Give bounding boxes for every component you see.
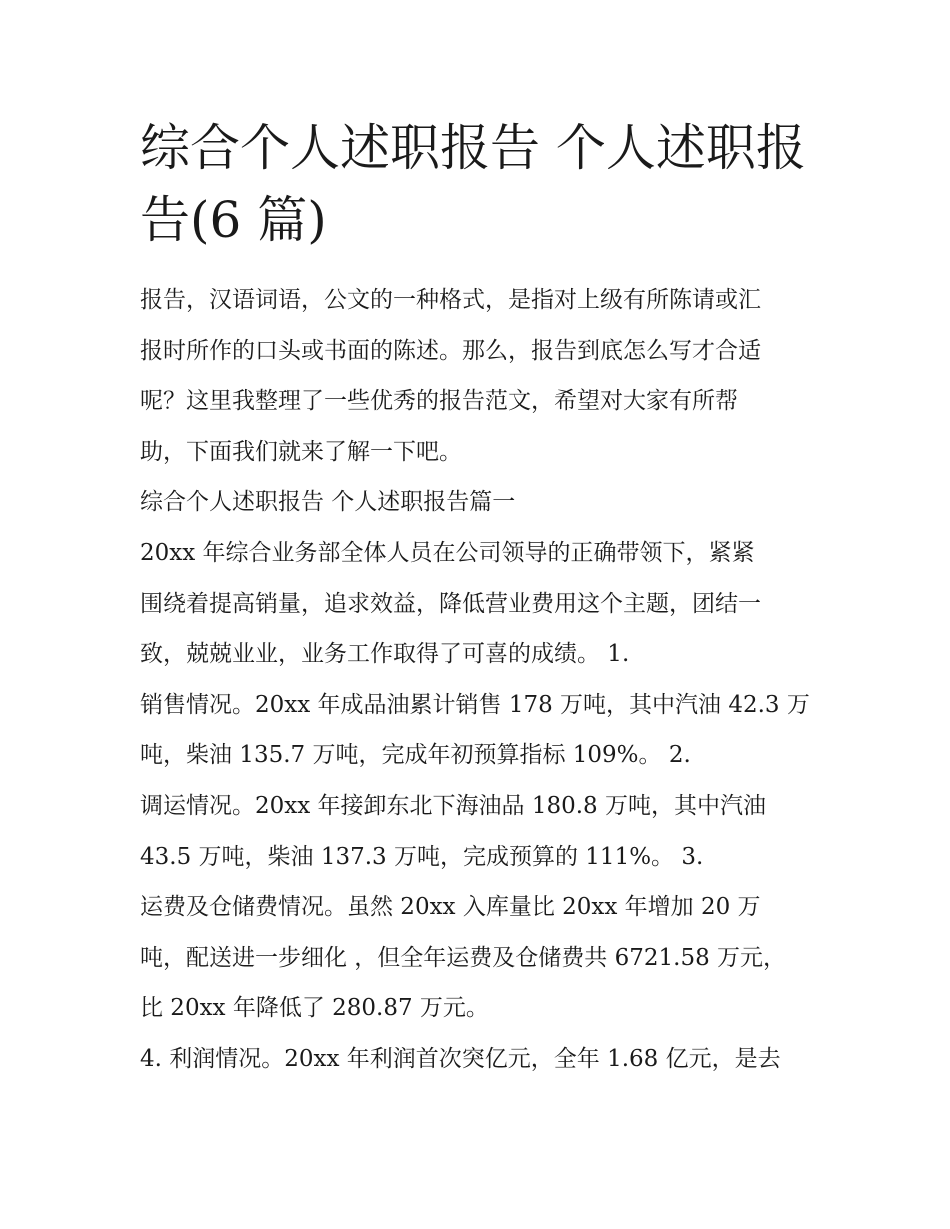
body-line: 20xx 年综合业务部全体人员在公司领导的正确带领下，紧紧: [140, 539, 755, 566]
body-line: 围绕着提高销量，追求效益，降低营业费用这个主题，团结一: [140, 590, 761, 617]
body-line: 吨，柴油 135.7 万吨，完成年初预算指标 109%。 2.: [140, 742, 691, 769]
body-line: 运费及仓储费情况。虽然 20xx 入库量比 20xx 年增加 20 万: [140, 894, 761, 921]
title-line-1: 综合个人述职报告 个人述职报: [140, 119, 806, 177]
body-line: 呢？这里我整理了一些优秀的报告范文，希望对大家有所帮: [140, 388, 738, 415]
document-body: [140, 275, 830, 1085]
body-line: 调运情况。20xx 年接卸东北下海油品 180.8 万吨，其中汽油: [140, 792, 766, 819]
body-line: 比 20xx 年降低了 280.87 万元。: [140, 995, 489, 1022]
body-line: 43.5 万吨，柴油 137.3 万吨，完成预算的 111%。 3.: [140, 843, 704, 870]
body-line: 致，兢兢业业，业务工作取得了可喜的成绩。 1.: [140, 641, 630, 668]
body-line: 报告，汉语词语，公文的一种格式，是指对上级有所陈请或汇: [140, 287, 761, 313]
section-heading: 综合个人述职报告 个人述职报告篇一: [140, 489, 516, 516]
body-line: 助，下面我们就来了解一下吧。: [140, 438, 462, 465]
body-line: 销售情况。20xx 年成品油累计销售 178 万吨，其中汽油 42.3 万: [140, 691, 810, 718]
document-title: [140, 112, 820, 256]
body-line: 吨，配送进一步细化 ，但全年运费及仓储费共 6721.58 万元，: [140, 944, 787, 971]
body-line: 报时所作的口头或书面的陈述。那么，报告到底怎么写才合适: [140, 337, 761, 364]
title-line-2: 告(6 篇): [140, 191, 327, 249]
body-line: 4. 利润情况。20xx 年利润首次突亿元，全年 1.68 亿元，是去: [140, 1045, 781, 1072]
